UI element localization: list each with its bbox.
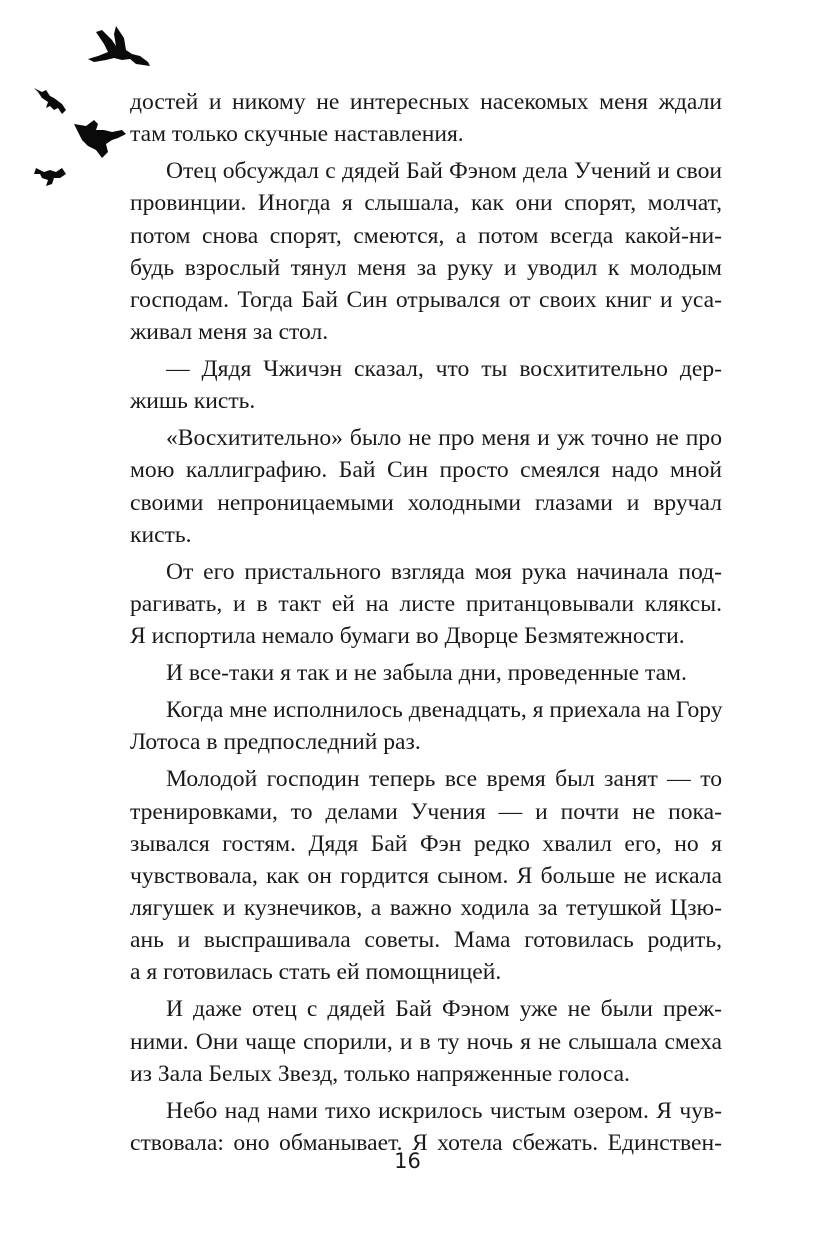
page-text xyxy=(130,86,722,1159)
paragraph xyxy=(130,694,722,758)
paragraph xyxy=(130,86,722,150)
text-line: Отец обсуждал с дядей Бай Фэном дела Учений и свои xyxy=(166,158,722,185)
text-line: а я готовилась стать ей помощницей. xyxy=(130,959,502,986)
text-line: там только скучные наставления. xyxy=(130,121,464,148)
text-line: достей и никому не интересных насекомых меня ждали xyxy=(130,89,722,115)
paragraph xyxy=(130,763,722,988)
text-line: ними. Они чаще спорили, и в ту ночь я не слышала смеха xyxy=(130,1028,722,1055)
text-line: будь взрослый тянул меня за руку и уводил к молодым xyxy=(130,254,722,281)
text-line: ствовала: оно обманывает. Я хотела сбежать. Единствен- xyxy=(130,1129,722,1156)
text-line: ань и выспрашивала советы. Мама готовилась родить, xyxy=(130,927,722,954)
text-line: И все-таки я так и не забыла дни, проведенные там. xyxy=(166,660,687,687)
page-number: 16 xyxy=(394,1149,421,1173)
text-line: провинции. Иногда я слышала, как они спорят, молчат, xyxy=(130,190,722,217)
text-line: — Дядя Чжичэн сказал, что ты восхитительно дер- xyxy=(166,356,722,383)
text-line: из Зала Белых Звезд, только напряженные голоса. xyxy=(130,1060,630,1087)
text-line: своими непроницаемыми холодными глазами и вручал xyxy=(130,489,722,516)
text-line: мою каллиграфию. Бай Син просто смеялся надо мной xyxy=(130,457,722,484)
crow-icon xyxy=(72,118,126,158)
paragraph xyxy=(130,422,722,551)
text-line: Лотоса в предпоследний раз. xyxy=(130,729,421,756)
text-line: Я испортила немало бумаги во Дворце Безмятежности. xyxy=(130,623,685,650)
text-line: потом снова спорят, смеются, а потом всегда какой-ни- xyxy=(130,222,722,249)
text-line: От его пристального взгляда моя рука начинала под- xyxy=(166,558,722,585)
text-line: «Восхитительно» было не про меня и уж точно не про xyxy=(166,425,722,452)
text-line: Когда мне исполнилось двенадцать, я приехала на Гору xyxy=(166,697,723,724)
text-line: кисть. xyxy=(130,521,192,548)
text-line: живал меня за стол. xyxy=(130,319,329,346)
crow-icon xyxy=(34,164,66,188)
text-line: господам. Тогда Бай Син отрывался от своих книг и уса- xyxy=(130,286,722,313)
text-line: чувствовала, как он гордится сыном. Я больше не искала xyxy=(130,862,722,889)
text-line: зывался гостям. Дядя Бай Фэн редко хвалил его, но я xyxy=(130,830,722,857)
text-line: рагивать, и в такт ей на листе пританцовывали кляксы. xyxy=(130,591,722,617)
text-line: лягушек и кузнечиков, а важно ходила за тетушкой Цзю- xyxy=(130,895,722,922)
text-line: тренировками, то делами Учения — и почти не пока- xyxy=(130,798,722,825)
text-line: Молодой господин теперь все время был занят — то xyxy=(166,766,722,793)
paragraph xyxy=(130,993,722,1090)
text-line: Небо над нами тихо искрилось чистым озером. Я чув- xyxy=(166,1097,722,1124)
text-line: И даже отец с дядей Бай Фэном уже не были преж- xyxy=(166,996,722,1023)
paragraph xyxy=(130,353,722,417)
crow-icon xyxy=(86,26,152,72)
crow-icon xyxy=(32,86,66,116)
paragraph xyxy=(130,556,722,653)
paragraph xyxy=(130,155,722,348)
paragraph xyxy=(130,657,722,689)
text-line: жишь кисть. xyxy=(130,388,256,415)
